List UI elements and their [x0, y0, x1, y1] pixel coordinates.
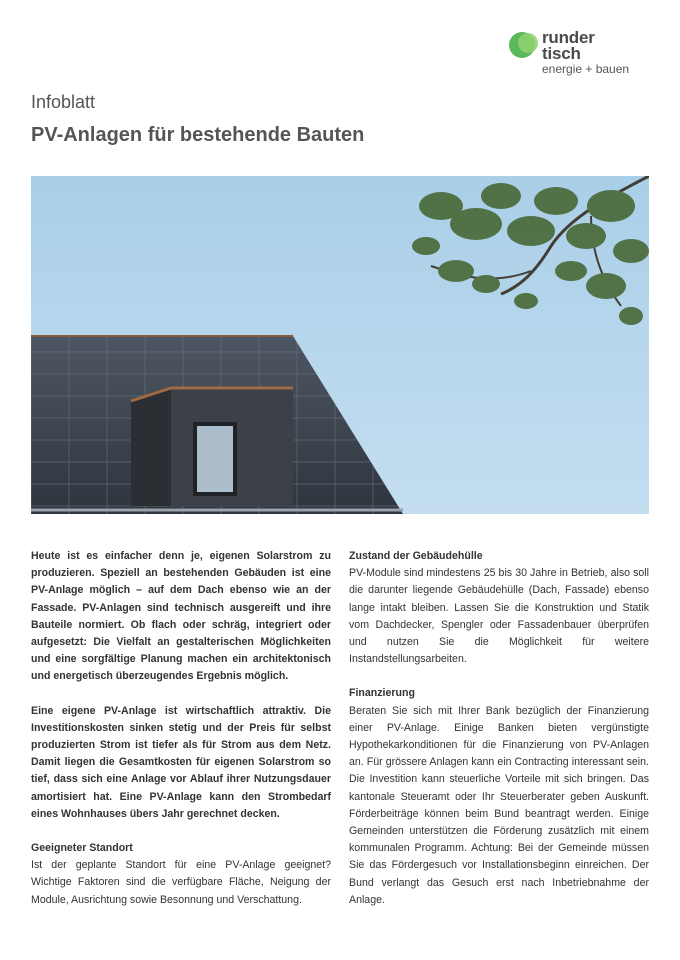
logo-circles-icon — [506, 28, 546, 68]
intro-paragraph-1: Heute ist es einfacher denn je, eigenen Solarstrom zu produzieren. Speziell an bestehenden Gebäuden ist eine PV-Anlage möglich – auf dem Dach ebenso wie an der Fassade. PV-Anlagen sind technisch ausgereift und ihre Bauteile normiert. Ob flach oder schräg, integriert oder aufgesetzt: Die Vielfalt an gestalterischen Möglichkeiten und eine sorgfältige Planung machen ein architektonisch und energetisch überzeugendes Ergebnis möglich. — [31, 550, 331, 683]
document-kind: Infoblatt — [31, 92, 96, 112]
logo-line-2: tisch — [542, 44, 581, 63]
section-heading-finanzierung: Finanzierung — [349, 687, 415, 700]
logo — [506, 28, 666, 84]
logo-text — [542, 30, 629, 77]
roof-dormer-photo — [31, 176, 649, 514]
section-heading-gebaeudehuelle: Zustand der Gebäudehülle — [349, 550, 483, 562]
left-column — [31, 548, 331, 926]
section-heading-standort: Geeigneter Standort — [31, 842, 133, 855]
right-column — [349, 548, 649, 926]
section-text-finanzierung: Beraten Sie sich mit Ihrer Bank bezüglich der Finanzierung einer PV-Anlage. Einige Banken bieten vergünstigte Hypothekarkonditionen für die Finanzierung von PV-Anlagen an. Für grössere Anlagen kann ein Contracting interessant sein. Die Investition kann steuerliche Vorteile mit sich bringen. Das kantonale Steueramt oder Ihr Steuerberater geben Auskunft. Förderbeiträge können beim Bund beantragt werden. Einige Gemeinden unterstützen die Förderung zusätzlich mit einem kommunalen Programm. Achtung: Bei der Gemeinde müssen Sie das Fördergesuch vor Installationsbeginn einreichen. Der Bund verlangt das Gesuch erst nach Inbetriebnahme der Anlage. — [349, 704, 649, 906]
hero-photo — [31, 176, 649, 514]
section-text-gebaeudehuelle: PV-Module sind mindestens 25 bis 30 Jahre in Betrieb, also soll die darunter liegende Gebäudehülle (Dach, Fassade) ebenso lange intakt bleiben. Lassen Sie die Konstruktion und Statik vom Dachdecker, Spengler oder Fassadenbauer überprüfen und nutzen Sie die Möglichkeit für weitere Instandstellungsarbeiten. — [349, 567, 649, 666]
logo-tagline: energie + bauen — [542, 62, 630, 76]
logo-line-1: runder — [542, 28, 595, 47]
section-text-standort: Ist der geplante Standort für eine PV-Anlage geeignet? Wichtige Faktoren sind die verfügbare Fläche, Neigung der Module, Ausrichtung sowie Besonnung und Verschattung. — [31, 859, 331, 906]
intro-paragraph-2: Eine eigene PV-Anlage ist wirtschaftlich attraktiv. Die Investitionskosten sinken stetig und der Preis für selbst produzierten Strom ist tiefer als für Strom aus dem Netz. Damit liegen die Gesamtkosten für eigenen Solarstrom so tief, dass sich eine Anlage vor Ablauf ihrer Nutzungsdauer amortisiert hat. Eine PV-Anlage kann den Strombedarf eines Wohnhauses übers Jahr gerechnet decken. — [31, 704, 331, 820]
page-title: PV-Anlagen für bestehende Bauten — [31, 124, 365, 146]
